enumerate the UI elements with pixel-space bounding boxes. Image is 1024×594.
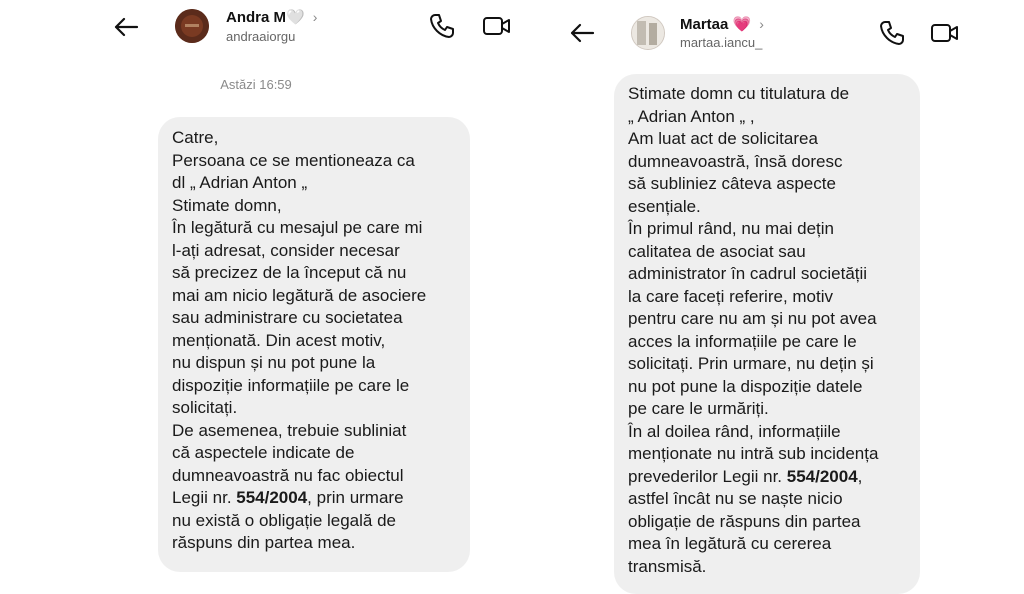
message-line: mea în legătură cu cererea [628,534,832,553]
message-line: esențiale. [628,196,701,216]
message-line: sau administrare cu societatea [172,308,403,327]
message-bubble[interactable] [158,117,470,572]
message-line: menționată. Din acest motiv, [172,330,386,350]
message-line: răspuns din partea mea. [172,533,356,552]
message-line: solicitați. Prin urmare, nu dețin și [628,354,874,373]
message-line: solicitați. [172,398,238,417]
message-line: să subliniez câteva aspecte [628,174,836,193]
message-line: calitatea de asociat sau [628,241,806,261]
message-line: dispoziție informațiile pe care le [172,375,410,395]
message-line-law [172,487,456,510]
message-line: l-ați adresat, consider necesar [172,240,400,260]
message-line: mai am nicio legătură de asociere [172,285,427,305]
contact-name-row[interactable] [680,15,764,33]
law-number: 554/2004 [236,488,308,507]
message-line-law [628,466,906,489]
message-line: Stimate domn cu titulatura de [628,84,850,103]
phone-icon[interactable] [878,19,906,47]
contact-name-row[interactable] [226,8,317,26]
message-line: menționate nu intră sub incidența [628,444,879,463]
message-tail-lines [628,488,906,578]
message-line: dumneavoastră nu fac obiectul [172,465,404,485]
chat-header [512,0,1024,52]
message-line: dumneavoastră, însă doresc [628,151,843,171]
message-line: astfel încât nu se naște nicio [628,489,843,508]
contact-name: Andra M🤍 [226,9,305,26]
left-chat-panel [0,0,512,576]
law-text-before: prevederilor Legii nr. [628,466,787,486]
message-line: că aspectele indicate de [172,443,355,462]
message-line: obligație de răspuns din partea [628,511,861,531]
message-line: acces la informațiile pe care le [628,331,857,351]
message-line: transmisă. [628,556,707,576]
message-tail-lines [172,510,456,555]
avatar[interactable] [631,16,665,50]
law-text-before: Legii nr. [172,488,237,507]
message-line: nu pot pune la dispoziție datele [628,376,863,396]
message-line: nu există o obligație legală de [172,510,396,530]
law-number: 554/2004 [786,466,858,486]
message-line: Persoana ce se mentioneaza ca [172,150,415,170]
video-camera-icon[interactable] [482,12,512,40]
contact-handle: andraaiorgu [226,29,296,44]
message-bubble[interactable] [614,74,920,594]
message-line: Stimate domn, [172,195,282,215]
message-line: Catre, [172,128,219,147]
back-arrow-icon[interactable] [111,12,141,42]
law-text-after: , prin urmare [307,488,404,507]
message-line: „ Adrian Anton „ , [628,106,755,126]
law-text-after: , [857,466,863,486]
back-arrow-icon[interactable] [567,18,597,48]
message-line: la care faceți referire, motiv [628,286,834,306]
chevron-right-icon: › [312,9,318,25]
message-line: În legătură cu mesajul pe care mi [172,218,423,237]
message-line: pentru care nu am și nu pot avea [628,309,877,328]
avatar[interactable] [175,9,209,43]
message-line: În primul rând, nu mai dețin [628,219,834,238]
phone-icon[interactable] [428,12,456,40]
chevron-right-icon: › [759,16,764,32]
contact-handle: martaa.iancu_ [680,35,763,50]
chat-header [0,0,512,52]
message-line: să precizez de la început că nu [172,263,407,282]
message-line: administrator în cadrul societății [628,264,868,283]
video-camera-icon[interactable] [930,19,960,47]
contact-name: Martaa 💗 [680,16,752,33]
message-line: nu dispun și nu pot pune la [172,353,376,372]
message-timestamp: Astăzi 16:59 [220,77,292,92]
message-lines [628,83,906,466]
message-line: Am luat act de solicitarea [628,129,818,148]
message-line: De asemenea, trebuie subliniat [172,420,407,440]
message-line: dl „ Adrian Anton „ [172,173,308,192]
message-lines [172,127,456,487]
message-line: pe care le urmăriți. [628,399,769,418]
message-line: În al doilea rând, informațiile [628,421,841,441]
